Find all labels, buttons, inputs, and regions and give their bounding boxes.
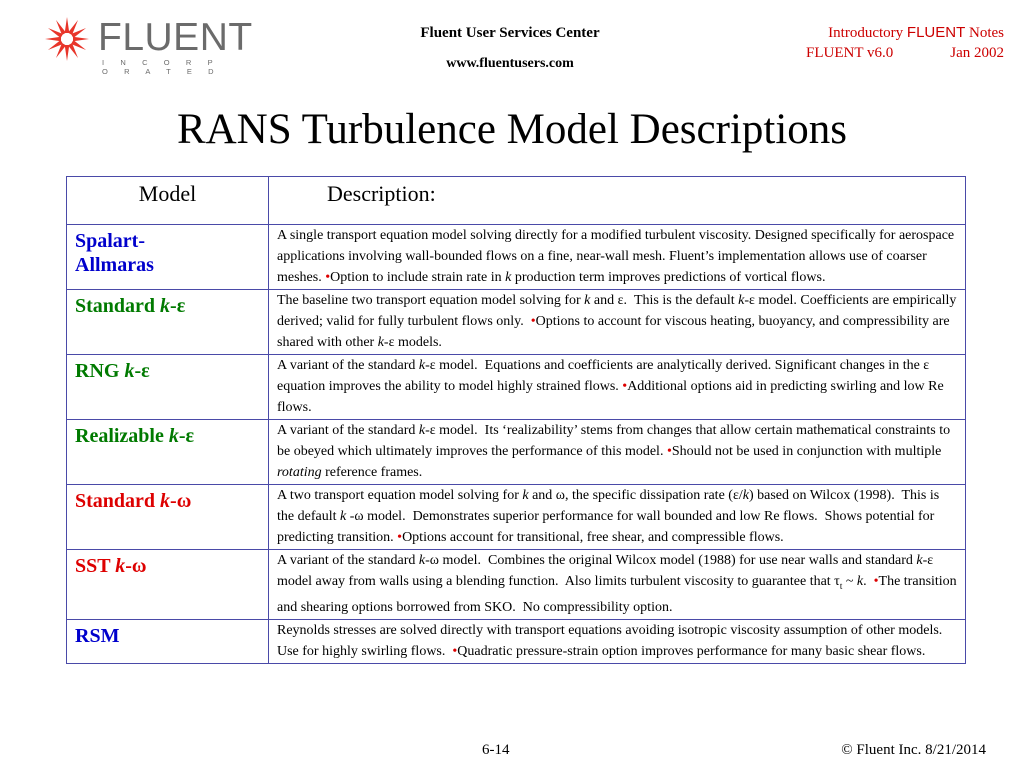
model-name: Spalart- Allmaras bbox=[67, 225, 269, 290]
table-row bbox=[67, 225, 966, 290]
model-name: RSM bbox=[67, 619, 269, 663]
models-table bbox=[66, 176, 966, 664]
model-name: Standard k-ε bbox=[67, 290, 269, 355]
table-row bbox=[67, 619, 966, 663]
footer-copyright: © Fluent Inc. 8/21/2014 bbox=[841, 742, 986, 758]
model-description: A variant of the standard k-ω model. Combines the original Wilcox model (1988) for use near walls and standard k-ε model away from walls using a blending function. Also limits turbulent viscosity to guarantee that $\tau_t$ ~ k. •The transition and shearing options borrowed from SKO. No compressibility option. bbox=[269, 550, 966, 620]
model-description: A two transport equation model solving for k and ω, the specific dissipation rate (ε/k) based on Wilcox (1998). This is the default k -ω model. Demonstrates superior performance for wall bounded and low Re flows. Shows potential for predicting transition. •Options account for transitional, free shear, and compressible flows. bbox=[269, 485, 966, 550]
column-header-model: Model bbox=[67, 177, 269, 225]
table-row bbox=[67, 355, 966, 420]
column-header-description: Description: bbox=[269, 177, 966, 225]
logo-wordmark: FLUENT bbox=[98, 16, 253, 59]
table-row bbox=[67, 420, 966, 485]
logo-subtitle: I N C O R P O R A T E D bbox=[102, 58, 221, 76]
model-description: Reynolds stresses are solved directly with transport equations avoiding isotropic viscosity assumption of other models. Use for highly swirling flows. •Quadratic pressure-strain option improves performance for many basic shear flows. bbox=[269, 619, 966, 663]
model-description: A single transport equation model solving directly for a modified turbulent viscosity. Designed specifically for aerospace applications involving wall-bounded flows on a fine, near-wall mesh. Fluent’s implementation allows use of coarser meshes. •Option to include strain rate in k production term improves predictions of vortical flows. bbox=[269, 225, 966, 290]
header-right-version: FLUENT v6.0 bbox=[806, 45, 894, 61]
model-name: Realizable k-ε bbox=[67, 420, 269, 485]
header-right bbox=[774, 24, 1004, 62]
model-description: The baseline two transport equation model solving for k and ε. This is the default k-ε model. Coefficients are empirically derived; valid for fully turbulent flows only. •Options to account for viscous heating, buoyancy, and compressibility are shared with other k-ε models. bbox=[269, 290, 966, 355]
header-right-brand: FLUENT bbox=[906, 24, 966, 41]
header-right-line1 bbox=[774, 24, 1004, 42]
fluent-starburst-icon bbox=[44, 16, 90, 62]
header-right-suffix: Notes bbox=[965, 25, 1004, 41]
table-row bbox=[67, 485, 966, 550]
header-right-date: Jan 2002 bbox=[950, 45, 1004, 61]
header-center-title: Fluent User Services Center bbox=[420, 25, 600, 41]
header-right-prefix: Introductory bbox=[828, 25, 907, 41]
table-row bbox=[67, 290, 966, 355]
model-name: Standard k-ω bbox=[67, 485, 269, 550]
page-title: RANS Turbulence Model Descriptions bbox=[176, 106, 848, 153]
header-right-line2 bbox=[774, 45, 1004, 62]
model-description: A variant of the standard k-ε model. Equations and coefficients are analytically derived. Significant changes in the ε equation improves the ability to model highly strained flows. •Additional options aid in predicting swirling and low Re flows. bbox=[269, 355, 966, 420]
header-center-url: www.fluentusers.com bbox=[446, 56, 574, 71]
model-name: RNG k-ε bbox=[67, 355, 269, 420]
model-description: A variant of the standard k-ε model. Its ‘realizability’ stems from changes that allow certain mathematical constraints to be obeyed which ultimately improves the performance of this model. •Should not be used in conjunction with multiple rotating reference frames. bbox=[269, 420, 966, 485]
footer-page-number: 6-14 bbox=[482, 742, 510, 758]
table-row bbox=[67, 550, 966, 620]
table-header-row bbox=[67, 177, 966, 225]
model-name: SST k-ω bbox=[67, 550, 269, 620]
fluent-logo bbox=[44, 14, 253, 76]
